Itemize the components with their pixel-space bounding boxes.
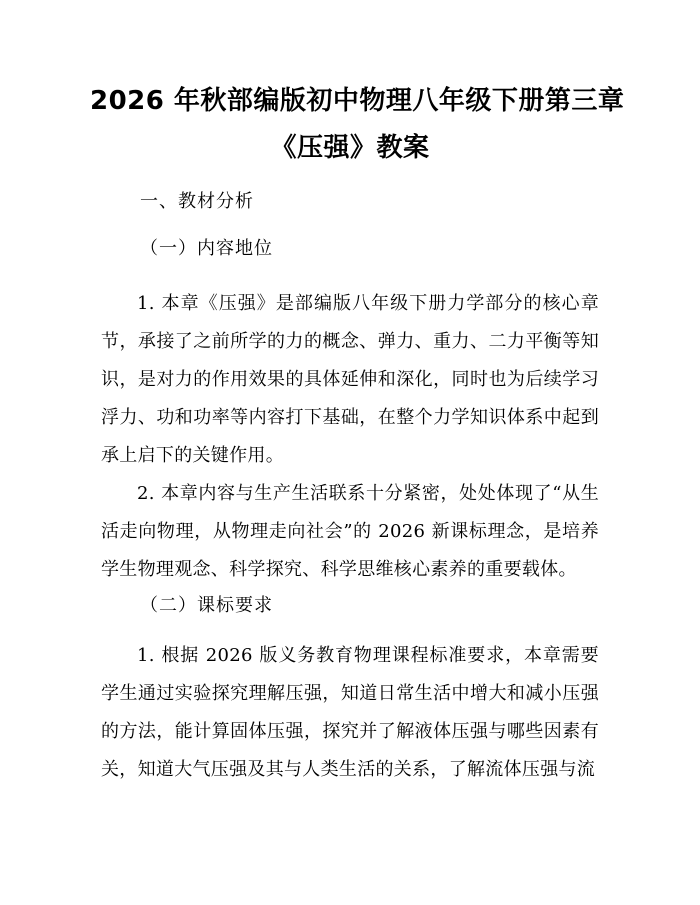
subsection-heading-content-status: （一）内容地位 (140, 238, 273, 259)
paragraph-curriculum-requirement: 1. 根据 2026 版义务教育物理课程标准要求，本章需要学生通过实验探究理解压强，知道日常生活中增大和减小压强的方法，能计算固体压强，探究并了解液体压强与哪些因素有关，知道大气压强及其与人类生活的关系，了解流体压强与流 (101, 645, 599, 780)
paragraph-life-connection: 2. 本章内容与生产生活联系十分紧密，处处体现了“从生活走向物理，从物理走向社会”的 2026 新课标理念，是培养学生物理观念、科学探究、科学思维核心素养的重要载体。 (101, 483, 599, 580)
document-title-line-1: 2026 年秋部编版初中物理八年级下册第三章 (90, 86, 625, 116)
section-heading-textbook-analysis: 一、教材分析 (140, 191, 254, 212)
paragraph-chapter-position: 1. 本章《压强》是部编版八年级下册力学部分的核心章节，承接了之前所学的力的概念、弹力、重力、二力平衡等知识，是对力的作用效果的具体延伸和深化，同时也为后续学习浮力、功和功率等内容打下基础，在整个力学知识体系中起到承上启下的关键作用。 (101, 293, 599, 466)
subsection-heading-curriculum-requirements: （二）课标要求 (140, 595, 273, 616)
document-title-line-2: 《压强》教案 (270, 133, 430, 163)
